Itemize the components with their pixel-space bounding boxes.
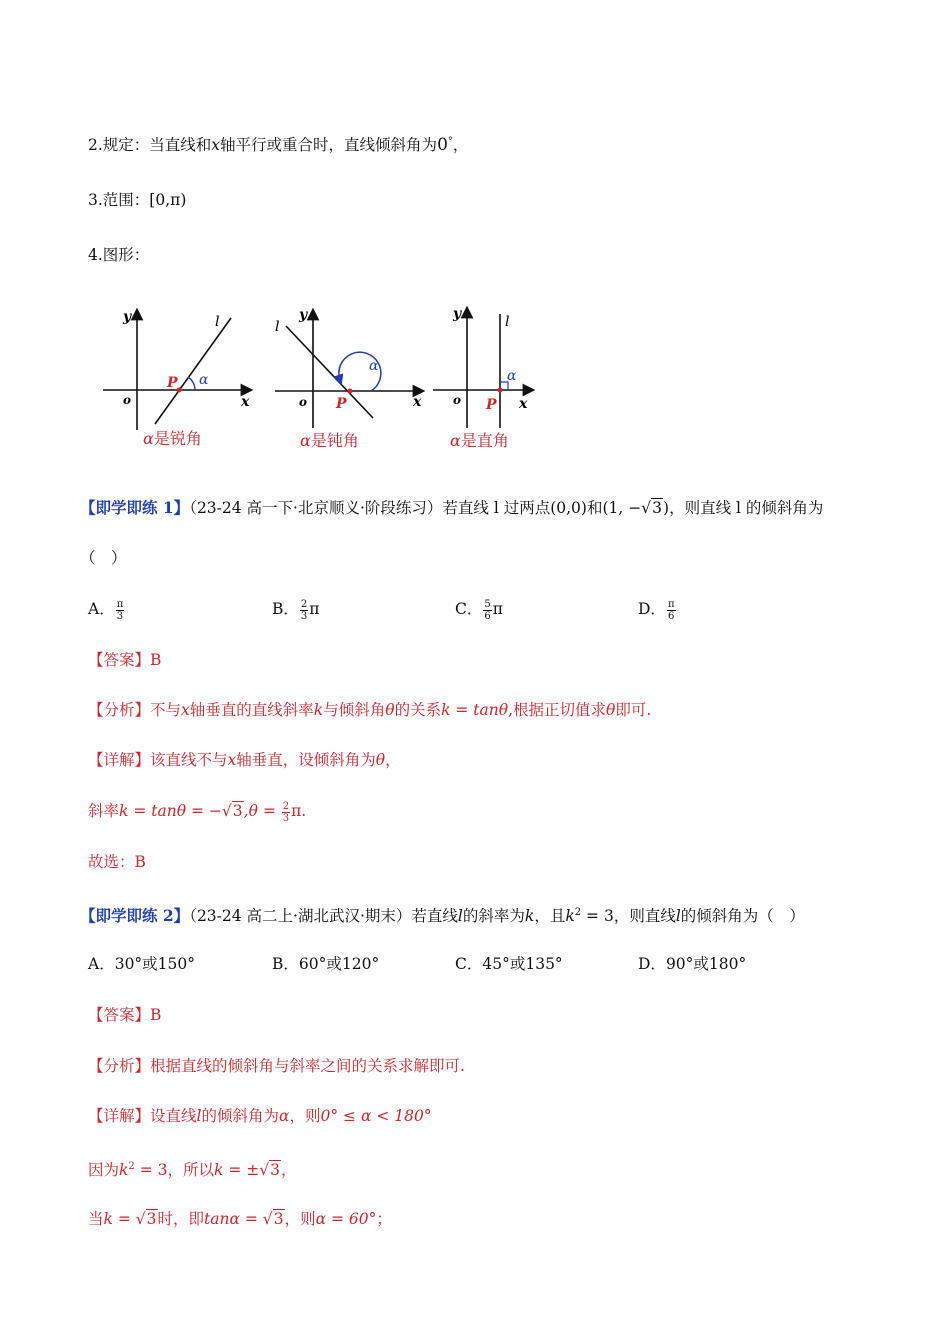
range-label: 3.范围： [88,191,150,209]
ex1-option-b[interactable]: B． $\frac{2}{3}$ π [272,598,320,622]
range-value: [0,π) [149,191,187,209]
ex1-and: 和 [586,499,603,517]
ex2-option-d[interactable]: D．90°或180° [638,955,747,973]
ex2-option-a[interactable]: A．30°或150° [88,955,196,973]
rule-line [88,131,468,156]
ex1-choice: 故选：B [88,853,146,871]
ex2-tag: 【即学即练 2】 [80,906,190,926]
figure-obtuse [275,307,422,450]
caption: α是锐角 [143,429,202,448]
ex1-stem-b: ，则直线 l 的倾斜角为 [669,499,824,517]
ex2-option-c[interactable]: C．45°或135° [455,955,563,973]
figure-acute [103,309,250,448]
range-line [88,189,186,211]
ex1-analysis: 【分析】不与x轴垂直的直线斜率k与倾斜角θ的关系k = tanθ,根据正切值求θ即可. [88,701,652,719]
figure-right [433,306,529,450]
line-label: l [275,319,280,335]
y-label: y [123,309,132,325]
alpha-label: α [369,358,379,374]
angle-figures [95,300,545,460]
line-label: l [215,314,220,330]
ex1-detail: 【详解】该直线不与x轴垂直，设倾斜角为θ， [88,751,401,769]
p-label: P [336,396,347,412]
rule-angle: 0 [437,135,448,156]
rule-degree: ° [447,136,453,147]
caption: α是钝角 [300,431,359,450]
caption: α是直角 [450,431,509,450]
point-p [498,388,503,393]
origin-label: o [453,393,462,407]
ex1-point-1: (0,0) [550,499,587,517]
ex2-when: 当k = √3时，即tanα = √3，则α = 60°； [88,1210,392,1228]
ex1-stem-a: 若直线 l 过两点 [442,499,551,517]
ex1-option-a[interactable]: A． $\frac{\pi}{3}$ [88,598,124,622]
ex2-stem: 【即学即练 2】（23-24 高二上·湖北武汉·期末）若直线l的斜率为k，且$k^2 = 3$，则直线l的倾斜角为（ ） [80,906,805,926]
ex2-answer: 【答案】B [88,1006,162,1024]
origin-label: o [299,395,308,409]
y-label: y [299,307,308,323]
ex1-answer: 【答案】B [88,651,162,669]
alpha-label: α [199,372,209,388]
ex1-point-2: (1, −√3) [602,499,670,517]
rule-text: 2.规定：当直线和 [88,136,212,155]
ex2-source: （23-24 高二上·湖北武汉·期末） [189,907,412,926]
x-label: x [519,396,528,412]
rule-end: ， [452,136,469,155]
ex1-option-d[interactable]: D． $\frac{\pi}{6}$ [638,598,675,622]
ex1-option-c[interactable]: C． $\frac{5}{6}$ π [455,598,503,622]
ex1-stem [80,497,823,519]
alpha-label: α [507,368,517,384]
x-label: x [241,394,250,410]
line-l [155,318,231,424]
p-label: P [486,397,497,413]
x-label: x [413,394,422,410]
ex1-paren: （ ） [80,549,127,567]
ex2-analysis: 【分析】根据直线的倾斜角与斜率之间的关系求解即可. [88,1057,465,1075]
line-label: l [505,314,510,330]
ex1-source: （23-24 高一下·北京顺义·阶段练习） [189,499,443,517]
ex1-tag: 【即学即练 1】 [80,498,190,517]
angle-arc [188,377,195,390]
origin-label: o [123,393,132,407]
rule-x: x [211,136,221,155]
point-p [348,389,353,394]
rule-text-2: 轴平行或重合时，直线倾斜角为 [220,136,438,155]
ex2-option-b[interactable]: B．60°或120° [272,955,380,973]
p-label: P [167,375,178,391]
ex2-because: 因为$k^2 = 3$，所以k = ±√3， [88,1161,297,1180]
y-label: y [453,306,462,322]
figure-label: 4.图形： [88,246,150,264]
ex2-detail: 【详解】设直线l的倾斜角为α，则0° ≤ α < 180° [88,1107,432,1125]
ex1-slope: 斜率k = tanθ = −√3,θ = $\frac{2}{3}$ π. [88,800,307,824]
